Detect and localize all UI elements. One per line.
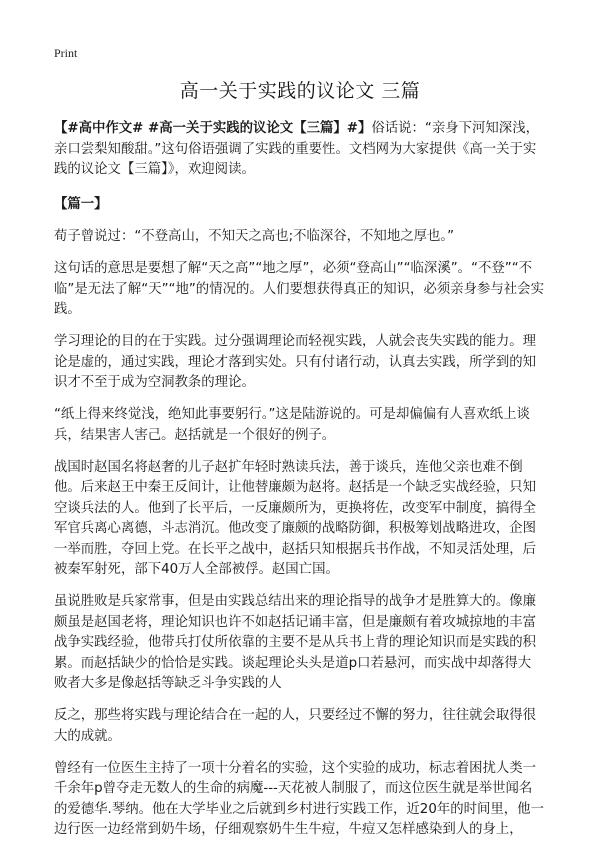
paragraph: 学习理论的目的在于实践。过分强调理论而轻视实践，人就会丧失实践的能力。理论是虚的，通过实践，理论才落到实处。只有付诸行动，认真去实践，所学到的知识才不至于成为空洞教条的理论。 xyxy=(54,334,537,390)
paragraph: 反之，那些将实践与理论结合在一起的人，只要经过不懈的努力，往往就会取得很大的成就。 xyxy=(54,708,537,744)
print-label: Print xyxy=(54,46,78,60)
page-title: 高一关于实践的议论文 三篇 xyxy=(179,80,421,102)
intro-tag: 【#高中作文# #高一关于实践的议论文【三篇】#】 xyxy=(54,121,372,136)
paragraph: “纸上得来终觉浅，绝知此事要躬行。”这是陆游说的。可是却偏偏有人喜欢纸上谈兵，结果害人害己。赵括就是一个很好的例子。 xyxy=(54,407,530,443)
intro-paragraph xyxy=(54,119,544,181)
paragraph: 虽说胜败是兵家常事，但是由实践总结出来的理论指导的战争才是胜算大的。像廉颇虽是赵国老将，理论知识也许不如赵括记诵丰富，但是廉颇有着攻城掠地的丰富战争实践经验，他带兵打仗所依靠的主要不是从兵书上背的理论知识而是实践的积累。而赵括缺少的恰恰是实践。谈起理论头头是道p口若悬河，而实战中却落得大败者大多是像赵括等缺乏斗争实践的人 xyxy=(54,594,537,691)
paragraph: 曾经有一位医生主持了一项十分着名的实验，这个实验的成功，标志着困扰人类一千余年p曾夺走无数人的生命的病魔---天花被人制服了，而这位医生就是举世闻名的爱德华.琴纳。他在大学毕业之后就到乡村进行实践工作，近20年的时间里，他一边行医一边经常到奶牛场，仔细观察奶牛生牛痘，牛痘又怎样感染到人的身上， xyxy=(54,760,544,837)
paragraph: 这句话的意思是要想了解“天之高”“地之厚”，必须“登高山”“临深溪”。“不登”“不临”是无法了解“天”“地”的情况的。人们要想获得真正的知识，必须亲身参与社会实践。 xyxy=(54,261,544,317)
paragraph: 荀子曾说过：“不登高山，不知天之高也;不临深谷，不知地之厚也。” xyxy=(54,229,455,244)
intro-text: 俗话说：“亲身下河知深浅，亲口尝梨知酸甜。”这句俗语强调了实践的重要性。文档网为大家提供《高一关于实践的议论文【三篇】》，欢迎阅读。 xyxy=(54,121,539,177)
document-body xyxy=(54,119,544,852)
section-heading: 【篇一】 xyxy=(54,196,108,212)
paragraph: 战国时赵国名将赵奢的儿子赵扩年轻时熟读兵法，善于谈兵，连他父亲也难不倒他。后来赵王中秦王反间计，让他替廉颇为赵将。赵括是一个缺乏实战经验，只知空谈兵法的人。他到了长平后，一反廉颇所为，更换将佐，改变军中制度，搞得全军官兵离心离德，斗志消沉。他改变了廉颇的战略防御，积极筹划战略进攻，企图一举而胜，夺回上党。在长平之战中，赵括只知根据兵书作战，不知灵活处理，后被秦军射死，部下40万人全部被俘。赵国亡国。 xyxy=(54,459,537,577)
